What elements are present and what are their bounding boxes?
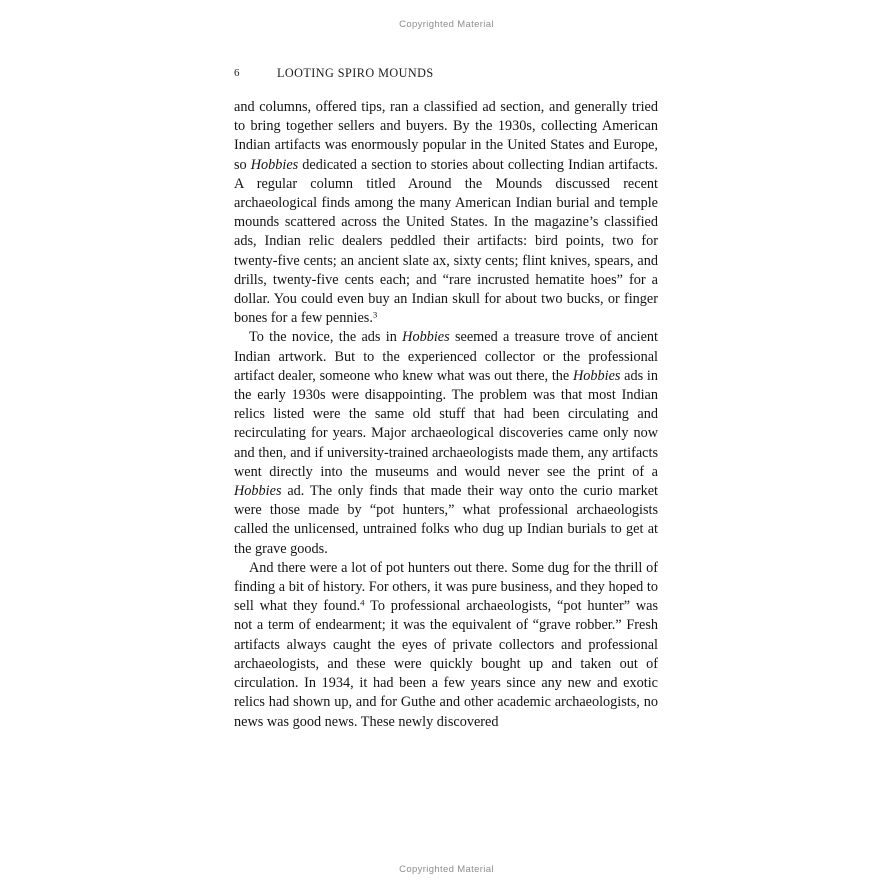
body-paragraph	[234, 559, 658, 732]
italic-title: Hobbies	[402, 329, 450, 346]
text-run: and columns, offered tips, ran a classified ad section, and generally tried to bring together sellers and buyers. By the 1930s, collecting American Indian artifacts was enormously popular in the United States and Europe, so	[234, 99, 658, 173]
copyright-watermark-top: Copyrighted Material	[399, 19, 494, 30]
footnote-marker: 3	[372, 309, 378, 320]
body-paragraph	[234, 328, 658, 558]
text-run: seemed a treasure trove of ancient Indian artwork. But to the experienced collector or the professional artifact dealer, someone who knew what was out there, the	[234, 329, 658, 384]
text-run: To professional archaeologists, “pot hunter” was not a term of endearment; it was the equivalent of “grave robber.” Fresh artifacts always caught the eyes of private collectors and professional archaeologists, and these were quickly bought up and taken out of circulation. In 1934, it had been a few years since any new and exotic relics had shown up, and for Guthe and other academic archaeologists, no news was good news. These newly discovered	[234, 598, 658, 730]
running-head	[234, 65, 658, 81]
page-number: 6	[234, 67, 240, 79]
text-run: ad. The only finds that made their way onto the curio market were those made by “pot hunters,” what professional archaeologists called the unlicensed, untrained folks who dug up Indian burials to get at the grave goods.	[234, 483, 658, 557]
text-run: ads in the early 1930s were disappointing. The problem was that most Indian relics listed were the same old stuff that had been circulating and recirculating for years. Major archaeological discoveries came only now and then, and if university-trained archaeologists made them, any artifacts went directly into the museums and would never see the print of a	[234, 367, 658, 480]
body-paragraph	[234, 98, 658, 328]
footnote-marker: 4	[360, 597, 365, 608]
body-text-block	[234, 98, 658, 732]
italic-title: Hobbies	[572, 367, 621, 384]
text-run: To the novice, the ads in	[249, 329, 403, 346]
text-run: And there were a lot of pot hunters out there. Some dug for the thrill of finding a bit of history. For others, it was pure business, and they hoped to sell what they found.	[234, 559, 658, 615]
running-head-title: LOOTING SPIRO MOUNDS	[277, 66, 434, 80]
italic-title: Hobbies	[250, 156, 299, 173]
italic-title: Hobbies	[234, 483, 282, 500]
copyright-watermark-bottom: Copyrighted Material	[399, 864, 494, 875]
text-run: dedicated a section to stories about collecting Indian artifacts. A regular column titled Around the Mounds discussed recent archaeological finds among the many American Indian burial and temple mounds scattered across the United States. In the magazine’s classified ads, Indian relic dealers peddled their artifacts: bird points, two for twenty-five cents; an ancient slate ax, sixty cents; flint knives, spears, and drills, twenty-five cents each; and “rare incrusted hematite hoes” for a dollar. You could even buy an Indian skull for about two bucks, or finger bones for a few pennies.	[234, 156, 658, 327]
